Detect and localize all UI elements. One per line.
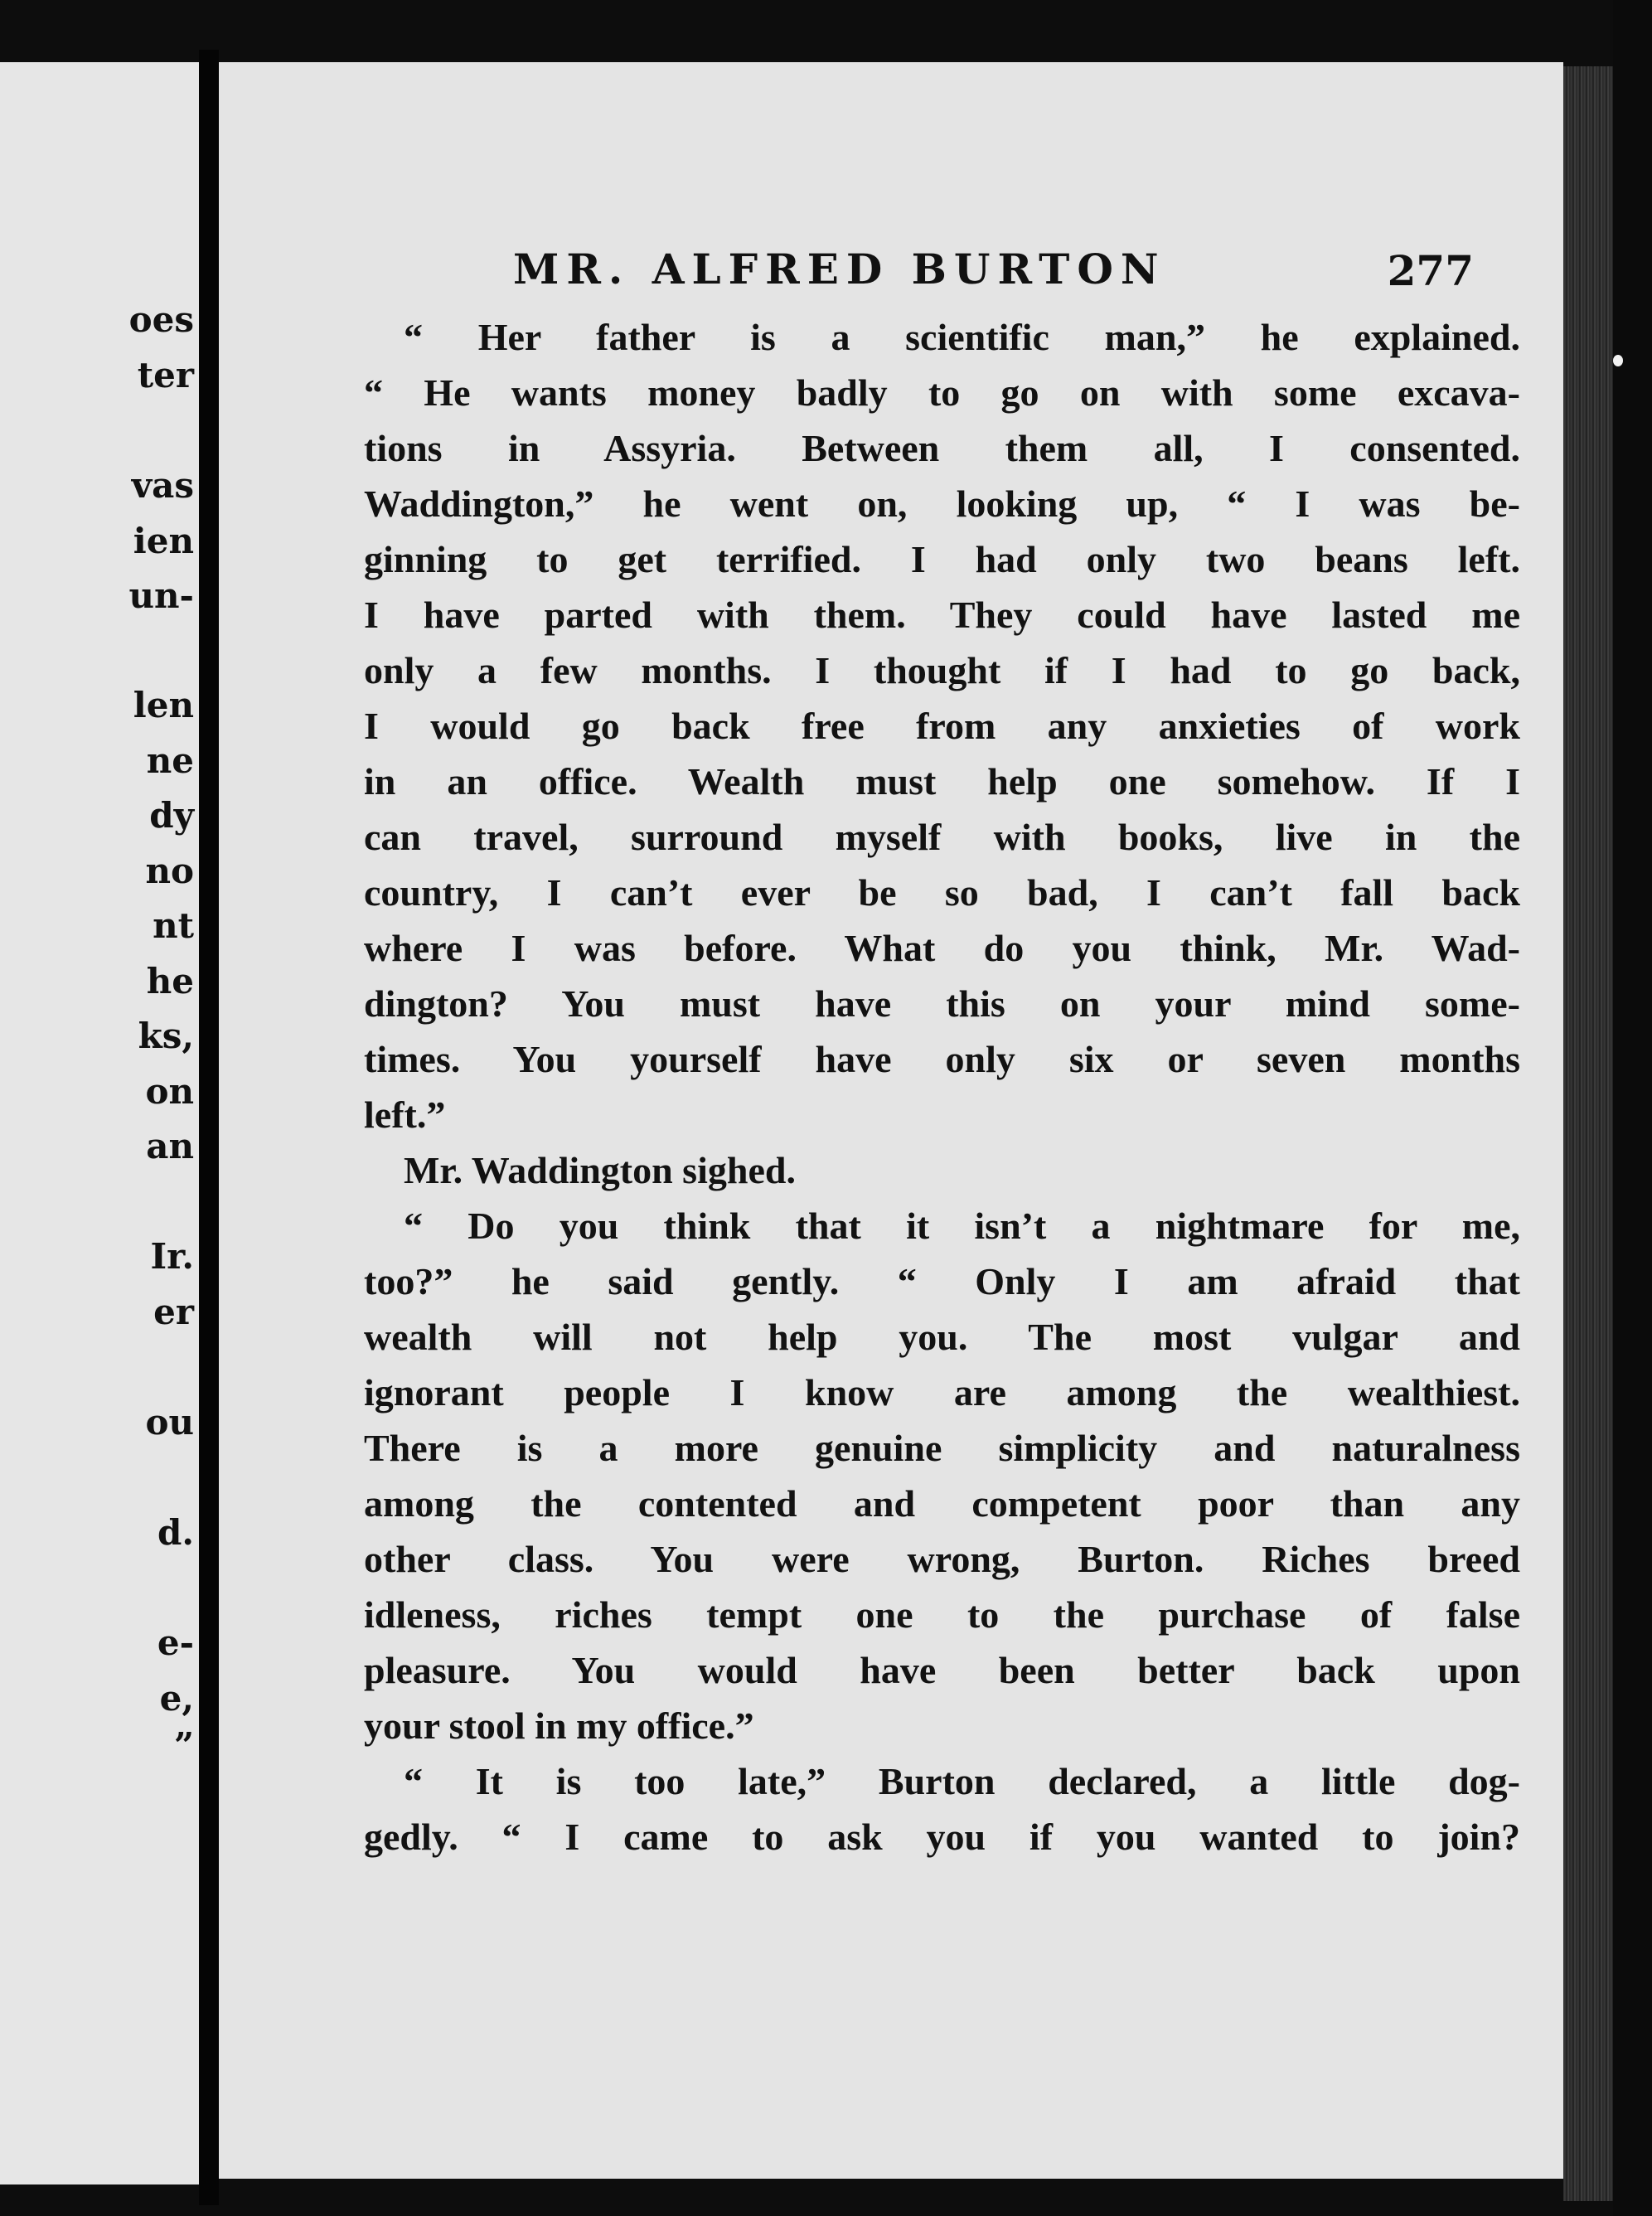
text-line: left.” — [364, 1093, 446, 1136]
running-head: MR. ALFRED BURTON — [513, 245, 1166, 293]
left-fragment: ien — [133, 521, 194, 561]
text-line: in an office. Wealth must help one somehow. If I — [364, 760, 1520, 803]
text-line: among the contented and competent poor than any — [364, 1482, 1520, 1525]
text-line: Mr. Waddington sighed. — [404, 1149, 796, 1191]
left-facing-page — [0, 62, 199, 2184]
text-line: There is a more genuine simplicity and naturalness — [364, 1427, 1520, 1469]
text-line: pleasure. You would have been better back upon — [364, 1649, 1520, 1691]
text-line: your stool in my office.” — [364, 1704, 754, 1747]
left-page-fragments — [0, 62, 199, 2184]
text-line: ginning to get terrified. I had only two beans left. — [364, 538, 1520, 580]
text-line: tions in Assyria. Between them all, I consented. — [364, 427, 1520, 469]
text-line: wealth will not help you. The most vulgar and — [364, 1316, 1520, 1358]
left-fragment: ne — [146, 740, 194, 781]
left-fragment: un- — [128, 575, 194, 616]
left-fragment: nt — [153, 905, 194, 946]
left-fragment: dy — [149, 795, 194, 836]
text-line: gedly. “ I came to ask you if you wanted to join? — [364, 1816, 1520, 1858]
left-fragment: an — [146, 1126, 194, 1166]
book-gutter — [199, 50, 219, 2205]
page-header — [219, 245, 1563, 303]
text-line: times. You yourself have only six or seven months — [364, 1038, 1520, 1080]
text-line: idleness, riches tempt one to the purchase of false — [364, 1593, 1520, 1636]
left-fragment: Ir. — [150, 1236, 194, 1277]
text-line: can travel, surround myself with books, live in the — [364, 816, 1520, 858]
body-text — [364, 309, 1520, 1864]
text-line: Waddington,” he went on, looking up, “ I was be- — [364, 482, 1520, 525]
text-line: country, I can’t ever be so bad, I can’t fall back — [364, 871, 1520, 914]
text-line: dington? You must have this on your mind some- — [364, 982, 1520, 1025]
text-line: I would go back free from any anxieties of work — [364, 705, 1520, 747]
text-line: “ Do you think that it isn’t a nightmare for me, — [404, 1205, 1520, 1247]
left-fragment: ou — [145, 1402, 194, 1443]
text-line: “ Her father is a scientific man,” he explained. — [404, 316, 1520, 358]
left-fragment: on — [145, 1071, 194, 1112]
text-line: I have parted with them. They could have lasted me — [364, 594, 1520, 636]
page-number: 277 — [1387, 246, 1474, 295]
left-fragment: er — [153, 1292, 194, 1332]
left-fragment: e- — [157, 1622, 194, 1663]
left-fragment: no — [145, 851, 194, 891]
left-fragment: ter — [137, 355, 194, 395]
scan-background-edge — [1613, 0, 1652, 2216]
left-fragment: d. — [157, 1512, 194, 1553]
text-line: only a few months. I thought if I had to go back, — [364, 649, 1520, 691]
left-fragment: len — [133, 685, 194, 725]
text-line: too?” he said gently. “ Only I am afraid that — [364, 1260, 1520, 1302]
right-page — [219, 62, 1563, 2179]
text-line: “ He wants money badly to go on with some excava- — [364, 371, 1520, 414]
text-line: ignorant people I know are among the wealthiest. — [364, 1371, 1520, 1413]
page-edge-stack — [1563, 66, 1613, 2201]
scan-speck — [1613, 355, 1623, 366]
left-fragment: he — [146, 961, 194, 1001]
left-fragment: e, — [159, 1678, 194, 1719]
left-fragment: ks, — [138, 1016, 194, 1056]
left-fragment: ” — [173, 1725, 194, 1766]
left-fragment: oes — [128, 299, 194, 340]
left-fragment: vas — [131, 465, 194, 506]
text-line: other class. You were wrong, Burton. Riches breed — [364, 1538, 1520, 1580]
text-line: “ It is too late,” Burton declared, a little dog- — [404, 1760, 1520, 1802]
text-line: where I was before. What do you think, Mr. Wad- — [364, 927, 1520, 969]
